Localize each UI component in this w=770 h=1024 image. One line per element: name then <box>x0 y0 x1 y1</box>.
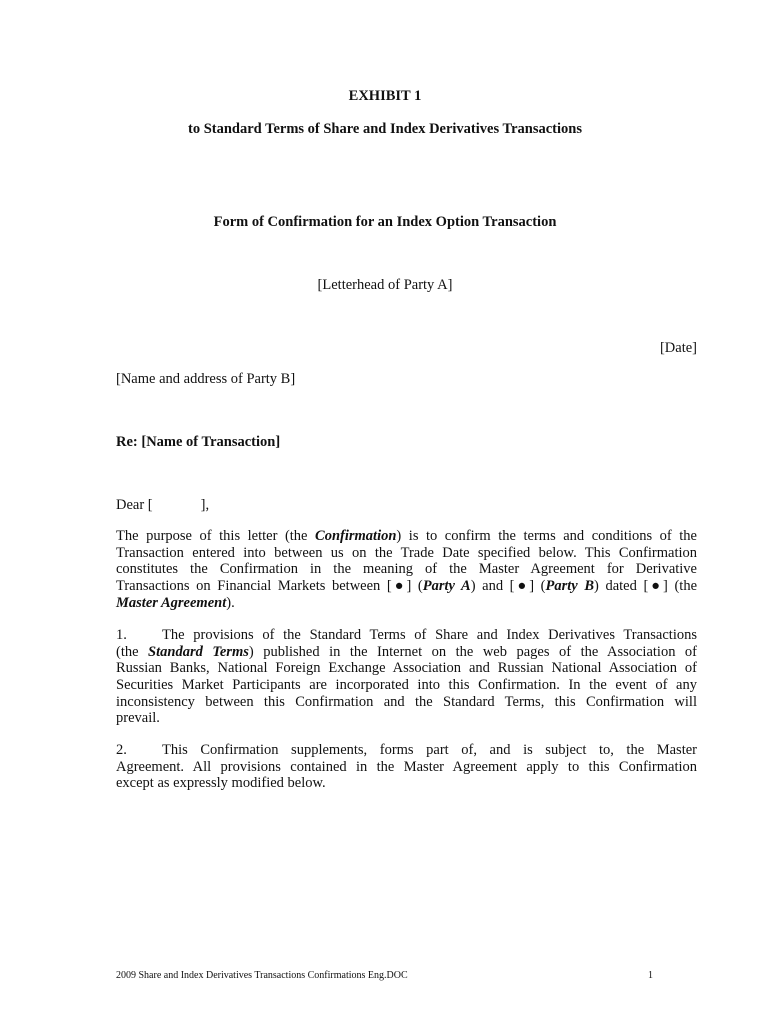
confirmation-term: Confirmation <box>315 528 397 544</box>
salutation <box>116 497 209 513</box>
clause-2: 2. This Confirmation supplements, forms part of, and is subject to, the Master Agreement. All provisions contained in the Master Agreement apply to this Confirmation except as expressly modified below. <box>116 742 697 792</box>
form-title: Form of Confirmation for an Index Option Transaction <box>213 214 557 230</box>
party-b-term: Party B <box>545 578 595 595</box>
party-a-term: Party A <box>422 578 471 595</box>
standard-terms-term: Standard Terms <box>148 643 249 660</box>
letterhead-placeholder: [Letterhead of Party A] <box>317 277 453 293</box>
exhibit-subtitle: to Standard Terms of Share and Index Derivatives Transactions <box>188 121 582 137</box>
footer-page-number: 1 <box>648 970 653 981</box>
salutation-open: Dear [ <box>116 497 153 513</box>
date-placeholder: [Date] <box>659 340 697 356</box>
clause-2-number: 2. <box>116 742 127 758</box>
footer-filename: 2009 Share and Index Derivatives Transactions Confirmations Eng.DOC <box>116 970 408 981</box>
exhibit-title: EXHIBIT 1 <box>348 88 422 104</box>
salutation-close: ], <box>200 497 210 513</box>
clause-1-number: 1. <box>116 627 127 643</box>
master-agreement-term: Master Agreement <box>116 594 227 611</box>
clause-1: 1. The provisions of the Standard Terms of Share and Index Derivatives Transactions (the Standard Terms) published in the Internet on the web pages of the Association of Russian Banks, National Foreign Exchange Association and Russian National Association of Securities Market Participants are incorporated into this Confirmation. In the event of any inconsistency between this Confirmation and the Standard Terms, this Confirmation will prevail. <box>116 627 698 727</box>
re-line: Re: [Name of Transaction] <box>116 434 281 450</box>
intro-paragraph: The purpose of this letter (the Confirmation) is to confirm the terms and conditions of the Transaction entered into between us on the Trade Date specified below. This Confirmation constitutes the Confirmation in the meaning of the Master Agreement for Derivative Transactions on Financial Markets between [●] (Party A) and [●] (Party B) dated [●] (the Master Agreement). <box>116 528 697 611</box>
addressee-placeholder: [Name and address of Party B] <box>116 371 296 387</box>
